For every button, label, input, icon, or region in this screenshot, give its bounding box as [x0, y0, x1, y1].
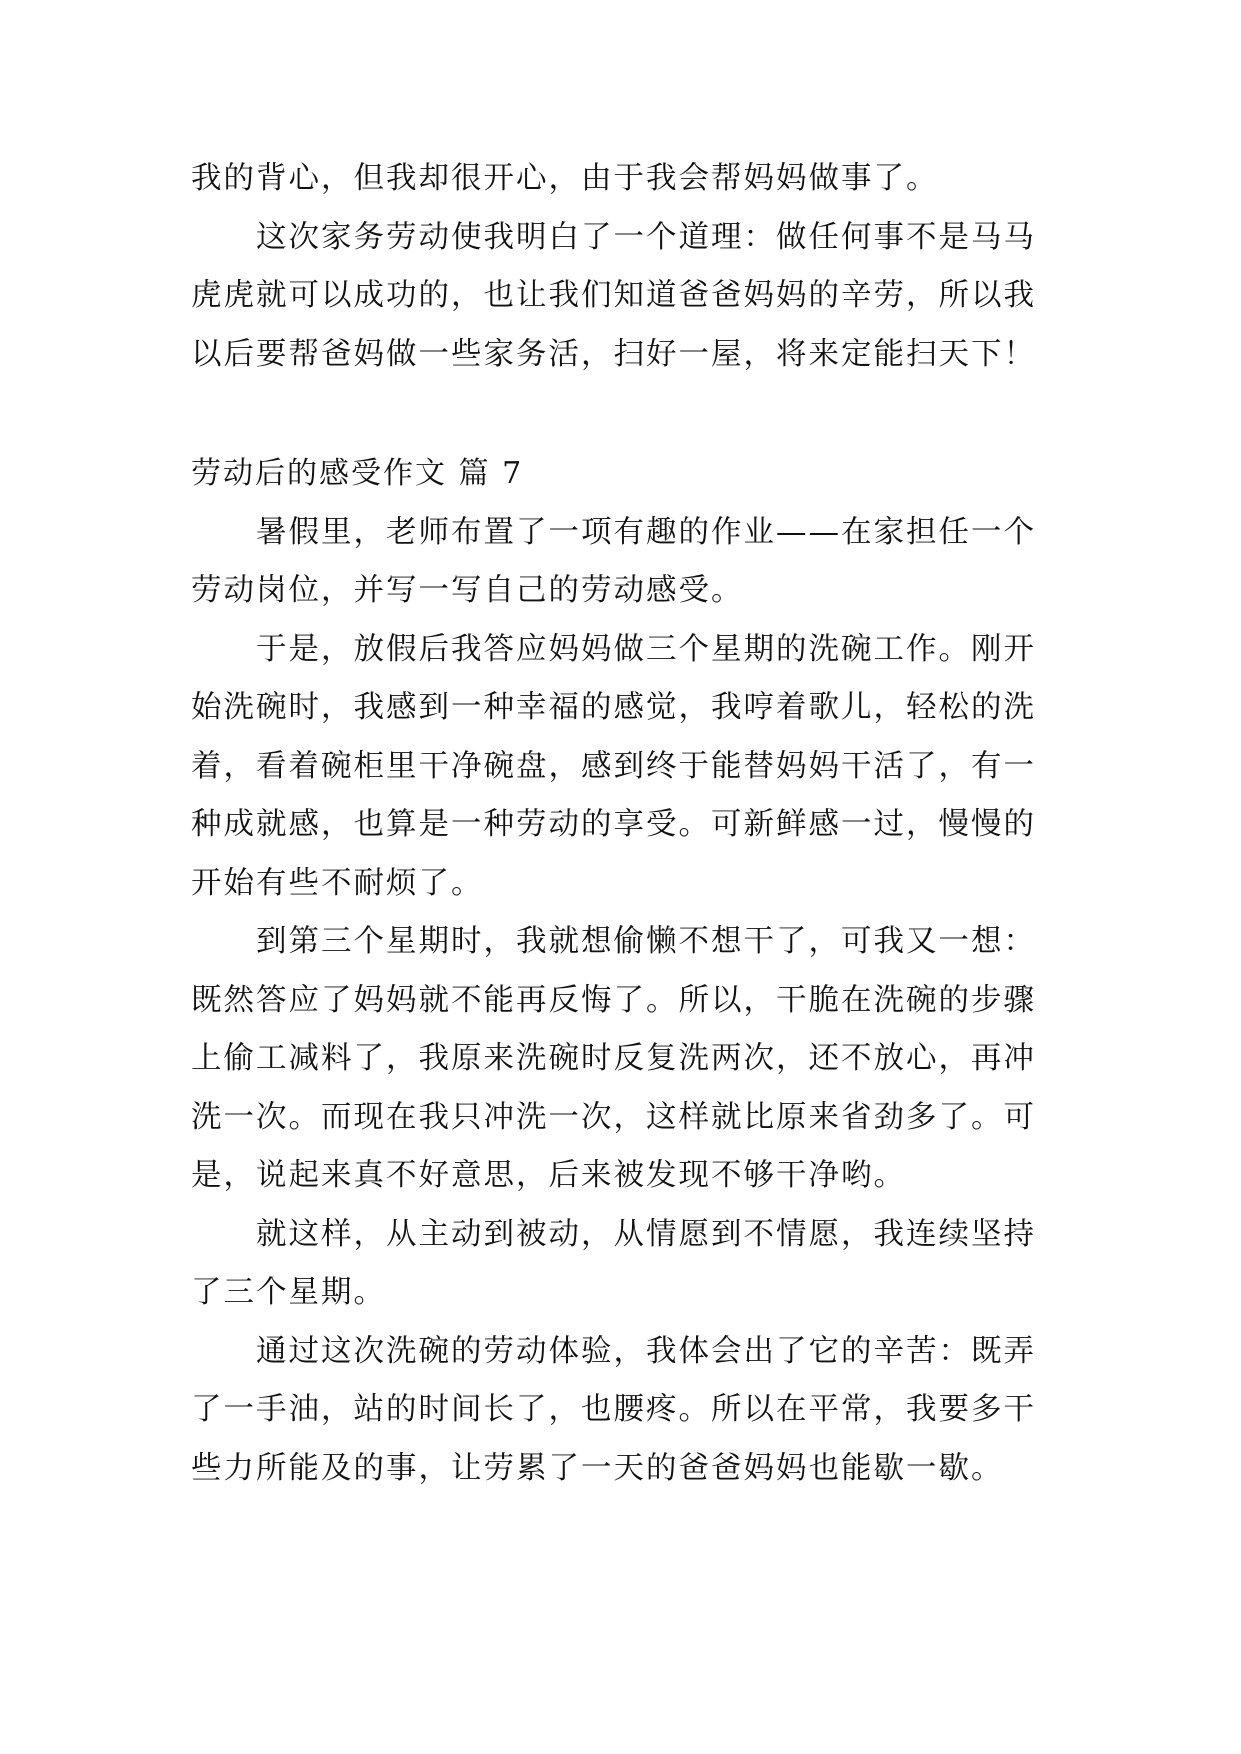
paragraph-first-line: 于是，放假后我答应妈妈做三个星期的洗碗工作。刚开	[256, 631, 1036, 667]
paragraph-first-line: 到第三个星期时，我就想偷懒不想干了，可我又一想：	[256, 924, 1036, 959]
text-line: 着，看着碗柜里干净碗盘，感到终于能替妈妈干活了，有一	[191, 748, 1036, 784]
text-line: 开始有些不耐烦了。	[191, 865, 484, 901]
section-spacer	[191, 384, 1071, 445]
text-line: 种成就感，也算是一种劳动的享受。可新鲜感一过，慢慢的	[191, 807, 1036, 842]
paragraph-first-line: 通过这次洗碗的劳动体验，我体会出了它的辛苦：既弄	[256, 1333, 1036, 1369]
text-line: 了一手油，站的时间长了，也腰疼。所以在平常，我要多干	[191, 1392, 1036, 1427]
text-line: 些力所能及的事，让劳累了一天的爸爸妈妈也能歇一歇。	[191, 1450, 1004, 1486]
paragraph-first-line: 这次家务劳动使我明白了一个道理：做任何事不是马马	[256, 219, 1036, 255]
text-line: 我的背心，但我却很开心，由于我会帮妈妈做事了。	[191, 161, 939, 196]
text-line: 上偷工减料了，我原来洗碗时反复洗两次，还不放心，再冲	[191, 1041, 1036, 1076]
text-line: 洗一次。而现在我只冲洗一次，这样就比原来省劲多了。可	[191, 1099, 1036, 1135]
text-line: 既然答应了妈妈就不能再反悔了。所以，干脆在洗碗的步骤	[191, 982, 1036, 1018]
text-line: 是，说起来真不好意思，后来被发现不够干净哟。	[191, 1158, 906, 1193]
text-line: 以后要帮爸妈做一些家务活，扫好一屋，将来定能扫天下！	[191, 336, 1036, 372]
text-line: 劳动岗位，并写一写自己的劳动感受。	[191, 573, 744, 608]
section-heading: 劳动后的感受作文 篇 7	[191, 456, 524, 491]
text-line: 了三个星期。	[191, 1275, 386, 1310]
document-body	[191, 150, 1071, 1498]
text-line: 始洗碗时，我感到一种幸福的感觉，我哼着歌儿，轻松的洗	[191, 690, 1036, 725]
paragraph-first-line: 暑假里，老师布置了一项有趣的作业——在家担任一个	[256, 514, 1036, 550]
text-line: 虎虎就可以成功的，也让我们知道爸爸妈妈的辛劳，所以我	[191, 278, 1036, 313]
paragraph-first-line: 就这样，从主动到被动，从情愿到不情愿，我连续坚持	[256, 1216, 1036, 1252]
